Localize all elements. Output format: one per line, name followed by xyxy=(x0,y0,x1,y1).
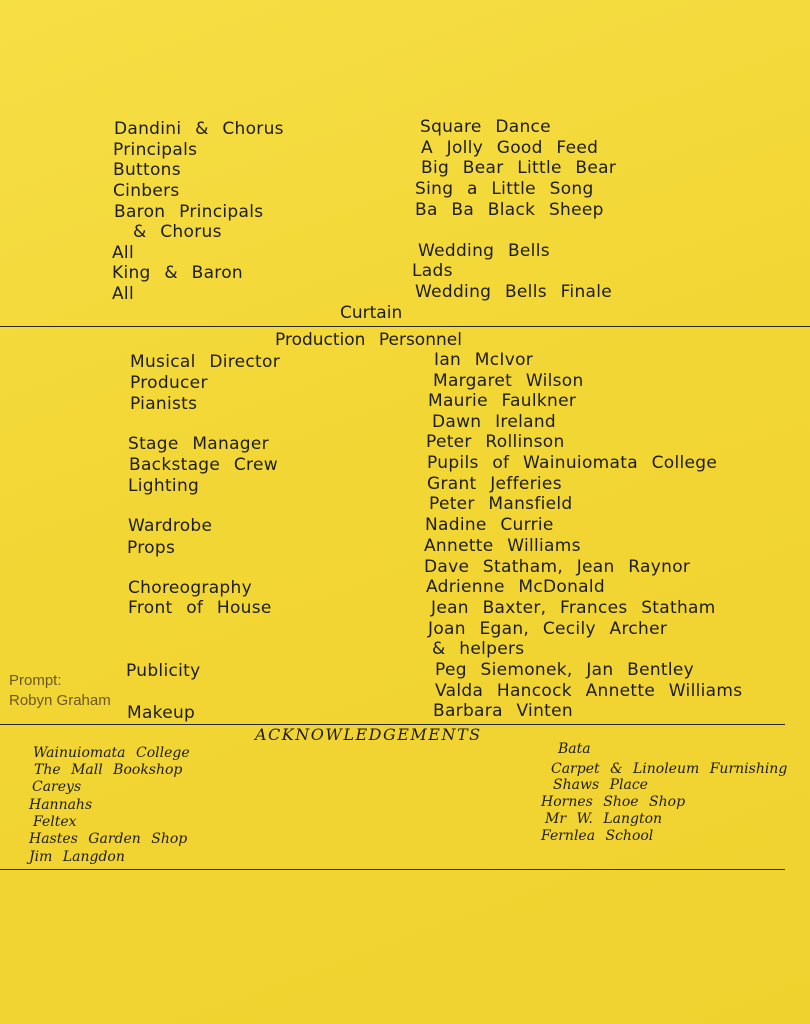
song-performer: Principals xyxy=(113,140,198,160)
acknowledgement-item: Hastes Garden Shop xyxy=(29,831,188,847)
personnel-role: Producer xyxy=(130,373,208,393)
song-performer: King & Baron xyxy=(112,263,243,283)
section-divider xyxy=(0,326,810,327)
song-performer: & Chorus xyxy=(133,222,222,242)
acknowledgement-item: Feltex xyxy=(33,814,77,830)
personnel-name: Peg Siemonek, Jan Bentley xyxy=(435,660,695,680)
acknowledgement-item: Fernlea School xyxy=(541,828,654,844)
acknowledgement-item: Shaws Place xyxy=(553,777,648,793)
personnel-name: Valda Hancock Annette Williams xyxy=(435,681,743,701)
prompt-stamp-label: Prompt: xyxy=(9,672,62,689)
personnel-name: Peter Mansfield xyxy=(429,494,573,514)
song-title: Lads xyxy=(412,261,453,281)
song-performer: Cinbers xyxy=(113,181,180,201)
song-title: Sing a Little Song xyxy=(415,179,594,199)
personnel-role: Makeup xyxy=(127,703,196,723)
acknowledgement-item: Careys xyxy=(32,779,82,795)
curtain-label: Curtain xyxy=(340,303,403,323)
personnel-name: Ian McIvor xyxy=(434,350,534,370)
song-title: A Jolly Good Feed xyxy=(421,138,599,158)
song-performer: Dandini & Chorus xyxy=(114,119,284,139)
acknowledgement-item: Carpet & Linoleum Furnishing xyxy=(551,761,788,777)
personnel-name: Joan Egan, Cecily Archer xyxy=(428,619,668,639)
personnel-role: Props xyxy=(127,538,176,558)
personnel-role: Lighting xyxy=(128,476,200,496)
personnel-heading: Production Personnel xyxy=(275,330,462,350)
acknowledgements-heading: ACKNOWLEDGEMENTS xyxy=(255,725,482,744)
personnel-name: Dawn Ireland xyxy=(432,412,556,432)
personnel-name: Annette Williams xyxy=(424,536,581,556)
personnel-name: & helpers xyxy=(432,639,525,659)
personnel-name: Peter Rollinson xyxy=(426,432,565,452)
acknowledgement-item: Jim Langdon xyxy=(29,849,125,865)
acknowledgement-item: Bata xyxy=(558,741,591,757)
personnel-role: Choreography xyxy=(128,578,252,598)
personnel-role: Musical Director xyxy=(130,352,281,372)
personnel-role: Backstage Crew xyxy=(129,455,278,475)
personnel-name: Barbara Vinten xyxy=(433,701,573,721)
acknowledgement-item: Wainuiomata College xyxy=(33,745,190,761)
personnel-role: Wardrobe xyxy=(128,516,213,536)
personnel-name: Jean Baxter, Frances Statham xyxy=(431,598,716,618)
personnel-role: Stage Manager xyxy=(128,434,269,454)
personnel-role: Front of House xyxy=(128,598,272,618)
song-performer: All xyxy=(112,284,134,304)
song-performer: Baron Principals xyxy=(114,202,264,222)
personnel-role: Publicity xyxy=(126,661,201,681)
personnel-name: Dave Statham, Jean Raynor xyxy=(424,557,691,577)
song-title: Wedding Bells Finale xyxy=(415,282,613,302)
song-performer: Buttons xyxy=(113,160,181,180)
song-performer: All xyxy=(112,243,134,263)
personnel-name: Maurie Faulkner xyxy=(428,391,577,411)
personnel-name: Adrienne McDonald xyxy=(426,577,606,597)
prompt-stamp-name: Robyn Graham xyxy=(9,692,111,709)
acknowledgement-item: Hannahs xyxy=(29,797,93,813)
acknowledgement-item: Mr W. Langton xyxy=(545,811,663,827)
personnel-name: Nadine Currie xyxy=(425,515,554,535)
personnel-name: Margaret Wilson xyxy=(433,371,584,391)
acknowledgement-item: The Mall Bookshop xyxy=(34,762,183,778)
song-title: Wedding Bells xyxy=(418,241,550,261)
personnel-name: Pupils of Wainuiomata College xyxy=(427,453,718,473)
personnel-role: Pianists xyxy=(130,394,198,414)
personnel-name: Grant Jefferies xyxy=(427,474,562,494)
acknowledgement-item: Hornes Shoe Shop xyxy=(541,794,686,810)
section-divider xyxy=(0,869,785,870)
song-title: Big Bear Little Bear xyxy=(421,158,617,178)
song-title: Ba Ba Black Sheep xyxy=(415,200,604,220)
song-title: Square Dance xyxy=(420,117,551,137)
